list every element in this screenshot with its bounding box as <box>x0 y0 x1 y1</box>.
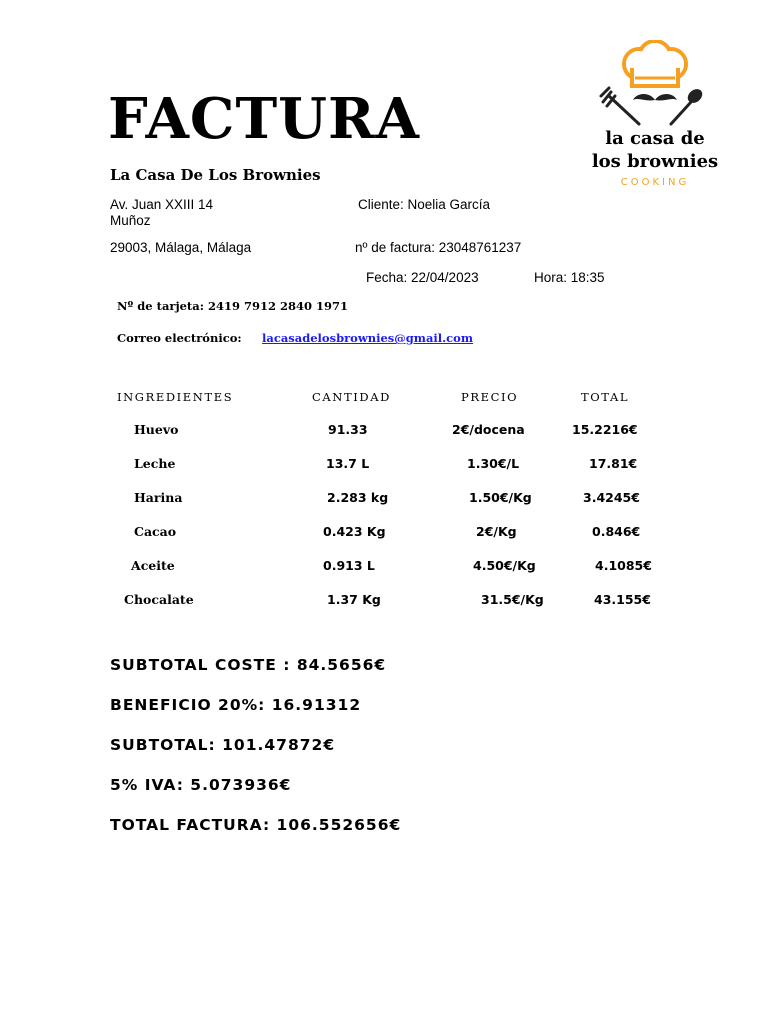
email-link[interactable]: lacasadelosbrownies@gmail.com <box>262 331 474 345</box>
logo-tagline: COOKING <box>620 177 690 188</box>
header-total: TOTAL <box>581 390 630 404</box>
card-number: Nº de tarjeta: 2419 7912 2840 1971 <box>117 299 348 313</box>
quantity-cell: 91.33 <box>328 422 368 437</box>
price-cell: 31.5€/Kg <box>481 592 544 607</box>
ingredient-cell: Huevo <box>134 422 179 437</box>
header-ingredients: INGREDIENTES <box>117 390 234 404</box>
quantity-cell: 1.37 Kg <box>327 592 381 607</box>
client-name: Cliente: Noelia García <box>358 197 491 212</box>
page-title: FACTURA <box>108 86 420 152</box>
total-cell: 4.1085€ <box>595 558 652 573</box>
logo-line-2: los brownies <box>591 151 719 172</box>
profit: BENEFICIO 20%: 16.91312 <box>110 696 362 714</box>
total-cell: 43.155€ <box>594 592 651 607</box>
price-cell: 4.50€/Kg <box>473 558 536 573</box>
price-cell: 2€/Kg <box>476 524 517 539</box>
header-quantity: CANTIDAD <box>312 390 391 404</box>
ingredient-cell: Leche <box>134 456 176 471</box>
email-label: Correo electrónico: <box>117 331 242 345</box>
ingredient-cell: Aceite <box>131 558 175 573</box>
quantity-cell: 0.913 L <box>323 558 375 573</box>
total-cell: 3.4245€ <box>583 490 640 505</box>
invoice-number: nº de factura: 23048761237 <box>355 240 522 255</box>
header-price: PRECIO <box>461 390 519 404</box>
quantity-cell: 13.7 L <box>326 456 370 471</box>
invoice-total: TOTAL FACTURA: 106.552656€ <box>110 816 402 834</box>
ingredient-cell: Cacao <box>134 524 177 539</box>
subtotal: SUBTOTAL: 101.47872€ <box>110 736 336 754</box>
invoice-date: Fecha: 22/04/2023 <box>366 270 479 285</box>
quantity-cell: 0.423 Kg <box>323 524 386 539</box>
subtotal-cost: SUBTOTAL COSTE : 84.5656€ <box>110 656 387 674</box>
price-cell: 1.30€/L <box>467 456 520 471</box>
logo-line-1: la casa de <box>605 128 705 149</box>
logo <box>570 40 740 195</box>
ingredient-cell: Harina <box>134 490 183 505</box>
total-cell: 0.846€ <box>592 524 641 539</box>
total-cell: 17.81€ <box>589 456 638 471</box>
address-city: 29003, Málaga, Málaga <box>110 240 252 255</box>
company-name: La Casa De Los Brownies <box>110 166 321 184</box>
quantity-cell: 2.283 kg <box>327 490 389 505</box>
invoice-time: Hora: 18:35 <box>534 270 605 285</box>
ingredient-cell: Chocalate <box>124 592 194 607</box>
address-line-2: Muñoz <box>110 213 151 228</box>
price-cell: 2€/docena <box>452 422 525 437</box>
address-line-1: Av. Juan XXIII 14 <box>110 197 214 212</box>
chef-hat-mustache-utensils-icon <box>595 40 715 130</box>
vat: 5% IVA: 5.073936€ <box>110 776 292 794</box>
total-cell: 15.2216€ <box>572 422 638 437</box>
price-cell: 1.50€/Kg <box>469 490 532 505</box>
